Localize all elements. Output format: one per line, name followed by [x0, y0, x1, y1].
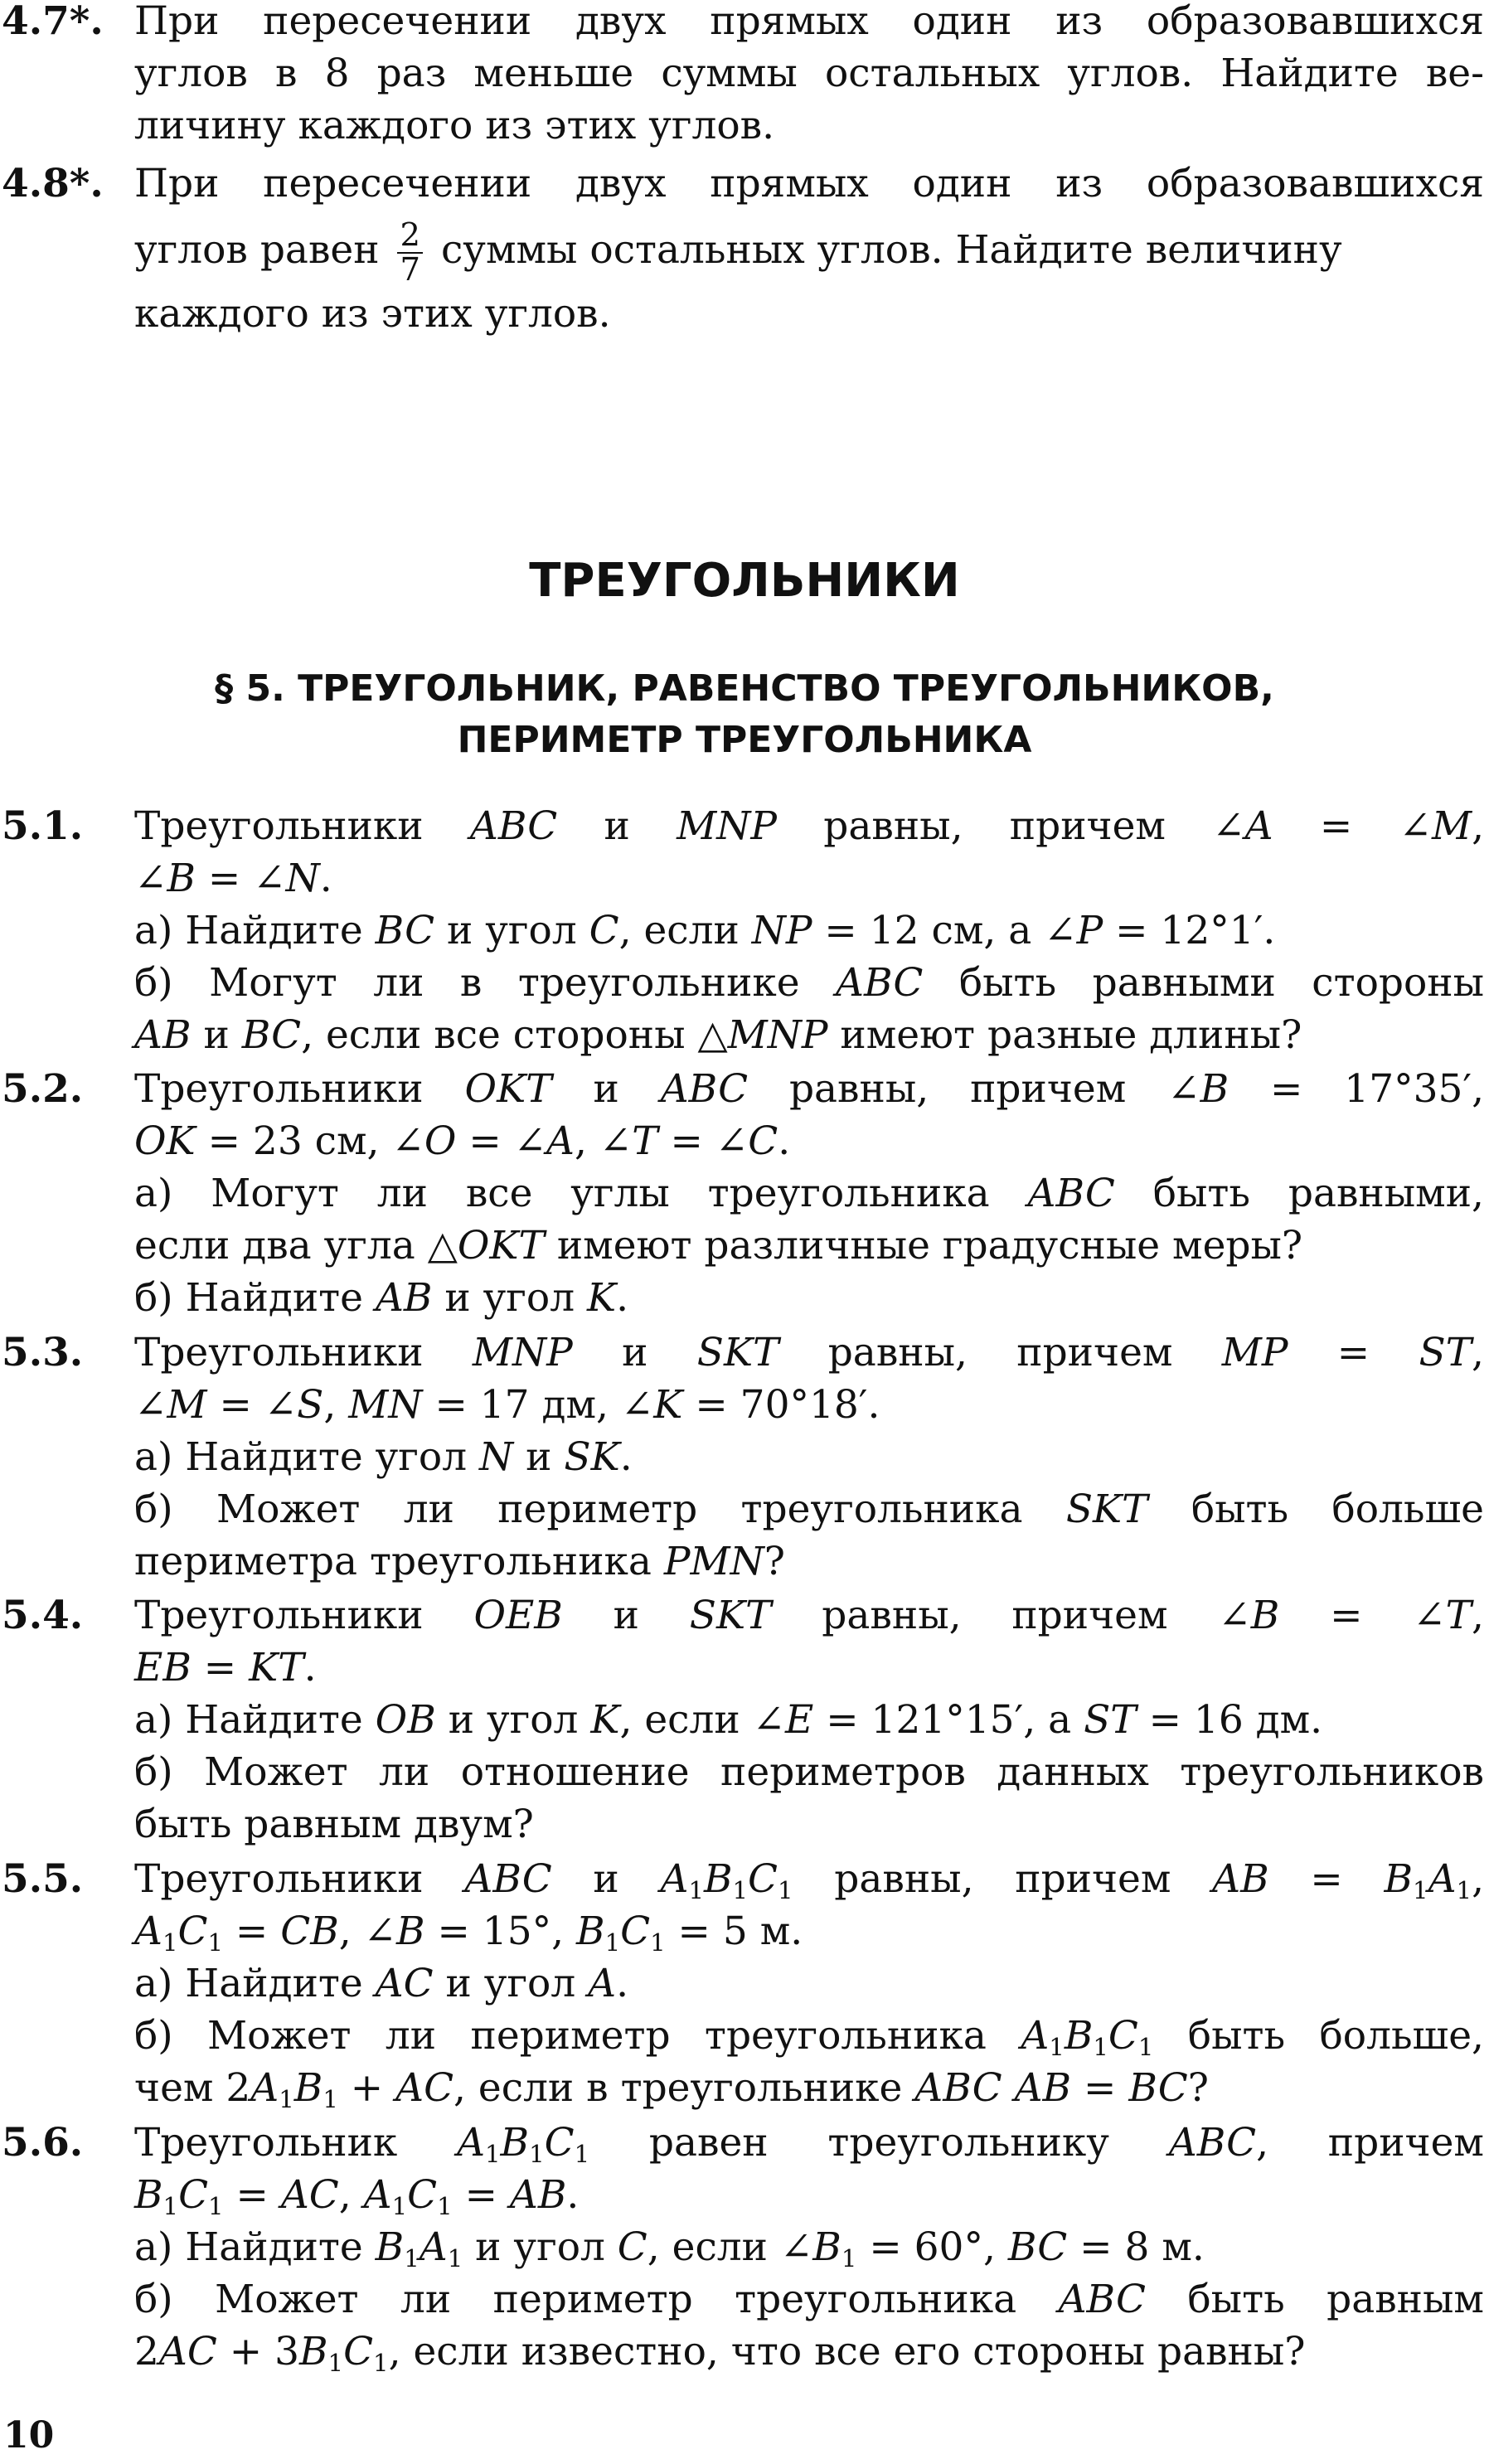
section-title	[0, 663, 1489, 766]
problem-line: Треугольники ABC и MNP равны, причем ∠A = ∠M,	[134, 803, 1485, 849]
problem-number: 4.7*.	[2, 0, 104, 44]
section-title-line: § 5. ТРЕУГОЛЬНИК, РАВЕНСТВО ТРЕУГОЛЬНИКОВ,	[215, 667, 1274, 710]
problem-line: $2AC + 3B_1C_1$, если известно, что все его стороны равны?	[134, 2329, 1306, 2378]
problem-line: Треугольник $A_1B_1C_1$ равен треугольнику ABC, причем	[134, 2120, 1484, 2169]
problem-line: чем $2A_1B_1$ + AC, если в треугольнике ABC AB = BC?	[134, 2065, 1209, 2114]
problem-number: 5.5.	[2, 1856, 84, 1902]
problem-line: OK = 23 см, ∠O = ∠A, ∠T = ∠C.	[134, 1118, 791, 1164]
problem-line: Треугольники ABC и $A_1B_1C_1$ равны, причем AB = $B_1A_1$,	[134, 1856, 1485, 1905]
problem-line: При пересечении двух прямых один из образовавшихся	[134, 0, 1484, 44]
fraction	[397, 216, 423, 289]
problem-line: AB и BC, если все стороны △MNP имеют разные длины?	[134, 1012, 1302, 1058]
problem-number: 5.6.	[2, 2120, 84, 2166]
text-before-fraction: углов равен	[134, 227, 380, 273]
problem-line: а) Найдите OB и угол K, если ∠E = 121°15′, а ST = 16 дм.	[134, 1697, 1323, 1743]
problem-line: Треугольники OEB и SKT равны, причем ∠B = ∠T,	[134, 1593, 1484, 1638]
problem-line: а) Найдите BC и угол C, если NP = 12 см, а ∠P = 12°1′.	[134, 908, 1276, 953]
chapter-title: ТРЕУГОЛЬНИКИ	[529, 554, 960, 608]
problem-line: При пересечении двух прямых один из образовавшихся	[134, 161, 1484, 206]
text-after-fraction: суммы остальных углов. Найдите величину	[440, 227, 1342, 273]
problem-line: углов в 8 раз меньше суммы остальных углов. Найдите ве-	[134, 51, 1484, 96]
problem-line: Треугольники MNP и SKT равны, причем MP = ST,	[134, 1330, 1484, 1375]
fraction-denominator: 7	[400, 251, 421, 289]
problem-line: $A_1C_1$ = CB, ∠B = 15°, $B_1C_1 = 5$ м.	[134, 1909, 803, 1957]
problem-line: а) Найдите угол N и SK.	[134, 1434, 633, 1480]
problem-line: б) Могут ли в треугольнике ABC быть равными стороны	[134, 960, 1484, 1006]
page-number: 10	[3, 2414, 55, 2457]
section-title-line: ПЕРИМЕТР ТРЕУГОЛЬНИКА	[457, 719, 1032, 761]
problem-number: 5.1.	[2, 803, 84, 849]
problem-line: ∠M = ∠S, MN = 17 дм, ∠K = 70°18′.	[134, 1382, 880, 1428]
problem-line: б) Может ли отношение периметров данных треугольников	[134, 1749, 1484, 1795]
problem-line: б) Может ли периметр треугольника $A_1B_1C_1$ быть больше,	[134, 2013, 1484, 2062]
problem-line: быть равным двум?	[134, 1802, 534, 1847]
problem-line: личину каждого из этих углов.	[134, 103, 775, 148]
problem-line: если два угла △OKT имеют различные градусные меры?	[134, 1223, 1303, 1268]
problem-number: 5.2.	[2, 1066, 84, 1112]
problem-line: а) Могут ли все углы треугольника ABC быть равными,	[134, 1171, 1484, 1216]
problem-line: б) Может ли периметр треугольника SKT быть больше	[134, 1487, 1484, 1532]
problem-line: а) Найдите $B_1A_1$ и угол C, если $\angle B_1 = 60^\circ$, BC = 8 м.	[134, 2224, 1205, 2273]
problem-line: б) Найдите AB и угол K.	[134, 1275, 629, 1321]
problem-number: 5.3.	[2, 1330, 84, 1375]
problem-line-with-fraction	[134, 215, 1484, 289]
problem-line: ∠B = ∠N.	[134, 856, 332, 901]
problem-line: Треугольники OKT и ABC равны, причем ∠B = 17°35′,	[134, 1066, 1485, 1112]
problem-line: EB = KT.	[134, 1645, 317, 1690]
problem-line: каждого из этих углов.	[134, 291, 611, 337]
problem-line: периметра треугольника PMN?	[134, 1539, 785, 1584]
problem-line: б) Может ли периметр треугольника ABC быть равным	[134, 2277, 1484, 2322]
fraction-numerator: 2	[397, 219, 423, 254]
problem-number: 5.4.	[2, 1593, 84, 1638]
problem-number: 4.8*.	[2, 161, 104, 206]
problem-line: а) Найдите AC и угол A.	[134, 1961, 629, 2006]
problem-line: $B_1C_1$ = AC, $A_1C_1$ = AB.	[134, 2172, 580, 2221]
